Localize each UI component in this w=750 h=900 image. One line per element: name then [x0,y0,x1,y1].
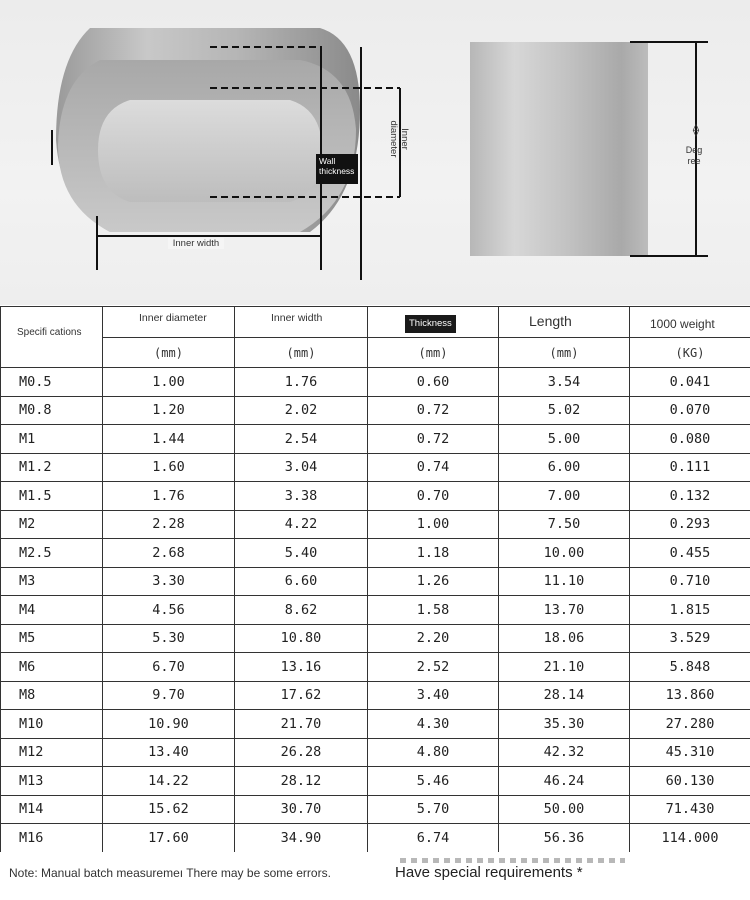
value-cell: 8.62 [235,596,368,625]
value-cell: 2.54 [235,425,368,454]
column-header-label: 1000 weight [650,317,715,331]
value-cell: 13.70 [499,596,630,625]
value-cell: 17.62 [235,681,368,710]
value-cell: 4.22 [235,510,368,539]
value-cell: 0.041 [630,368,750,397]
value-cell: 3.40 [368,681,499,710]
value-cell: 2.02 [235,396,368,425]
value-cell: 7.50 [499,510,630,539]
value-cell: 0.455 [630,539,750,568]
value-cell: 4.56 [103,596,235,625]
value-cell: 0.293 [630,510,750,539]
table-row [1,824,750,853]
table-header-row [1,307,750,368]
faded-text-artifact [400,858,625,863]
value-cell: 1.20 [103,396,235,425]
value-cell: 1.00 [368,510,499,539]
value-cell: 1.00 [103,368,235,397]
value-cell: 0.710 [630,567,750,596]
table-row [1,396,750,425]
table-row [1,482,750,511]
column-unit: (mm) [154,345,183,360]
spec-cell: M5 [1,624,103,653]
spec-cell: M10 [1,710,103,739]
table-row [1,681,750,710]
value-cell: 15.62 [103,795,235,824]
value-cell: 13.40 [103,738,235,767]
value-cell: 56.36 [499,824,630,853]
value-cell: 13.860 [630,681,750,710]
value-cell: 0.72 [368,396,499,425]
spec-cell: M2.5 [1,539,103,568]
value-cell: 2.20 [368,624,499,653]
value-cell: 0.111 [630,453,750,482]
value-cell: 17.60 [103,824,235,853]
weight-column-header [630,307,750,368]
value-cell: 28.12 [235,767,368,796]
value-cell: 46.24 [499,767,630,796]
value-cell: 1.815 [630,596,750,625]
value-cell: 7.00 [499,482,630,511]
value-cell: 1.58 [368,596,499,625]
value-cell: 3.30 [103,567,235,596]
spec-cell: M16 [1,824,103,853]
table-row [1,767,750,796]
value-cell: 0.132 [630,482,750,511]
wall-thickness-label: Wall thickness [316,154,358,184]
value-cell: 6.60 [235,567,368,596]
spec-cell: M1.5 [1,482,103,511]
value-cell: 2.52 [368,653,499,682]
table-row [1,539,750,568]
column-header-label: Thickness [405,315,456,333]
value-cell: 3.529 [630,624,750,653]
spec-cell: M1 [1,425,103,454]
value-cell: 5.02 [499,396,630,425]
value-cell: 114.000 [630,824,750,853]
special-requirements-text: Have special requirements * [395,864,583,881]
value-cell: 50.00 [499,795,630,824]
value-cell: 10.80 [235,624,368,653]
value-cell: 4.30 [368,710,499,739]
table-row [1,596,750,625]
degree-label: Deg ree [685,145,703,166]
spec-cell: M0.5 [1,368,103,397]
spec-cell: M8 [1,681,103,710]
value-cell: 21.10 [499,653,630,682]
table-row [1,510,750,539]
value-cell: 0.74 [368,453,499,482]
spec-cell: M1.2 [1,453,103,482]
value-cell: 1.18 [368,539,499,568]
spec-cell: M6 [1,653,103,682]
thickness-column-header [368,307,499,368]
inner-width-column-header [235,307,368,368]
value-cell: 45.310 [630,738,750,767]
value-cell: 5.70 [368,795,499,824]
value-cell: 1.60 [103,453,235,482]
value-cell: 10.00 [499,539,630,568]
value-cell: 3.38 [235,482,368,511]
spec-cell: M2 [1,510,103,539]
sleeve-illustration [0,0,750,305]
value-cell: 5.00 [499,425,630,454]
value-cell: 3.04 [235,453,368,482]
value-cell: 5.46 [368,767,499,796]
right-sleeve-body [470,42,648,256]
value-cell: 34.90 [235,824,368,853]
inner-diameter-label: Inner diameter [388,120,410,158]
value-cell: 26.28 [235,738,368,767]
value-cell: 9.70 [103,681,235,710]
table-row [1,368,750,397]
value-cell: 1.26 [368,567,499,596]
column-unit: (mm) [549,345,579,360]
measurement-note: Note: Manual batch measuremeı There may be some errors. [9,866,331,880]
value-cell: 2.28 [103,510,235,539]
value-cell: 71.430 [630,795,750,824]
length-column-header [499,307,630,368]
spec-cell: M14 [1,795,103,824]
column-unit: (KG) [675,345,705,360]
value-cell: 0.60 [368,368,499,397]
value-cell: 28.14 [499,681,630,710]
value-cell: 27.280 [630,710,750,739]
product-photo [0,0,750,305]
value-cell: 30.70 [235,795,368,824]
value-cell: 13.16 [235,653,368,682]
value-cell: 35.30 [499,710,630,739]
footer [0,852,750,900]
value-cell: 1.76 [235,368,368,397]
value-cell: 4.80 [368,738,499,767]
table-row [1,738,750,767]
table-row [1,795,750,824]
inner-width-label: Inner width [168,238,224,249]
value-cell: 6.74 [368,824,499,853]
spec-header-label: Specifi cations [17,327,82,338]
value-cell: 21.70 [235,710,368,739]
specification-table [0,306,750,853]
table-row [1,567,750,596]
column-unit: (mm) [418,345,448,360]
table-row [1,453,750,482]
value-cell: 1.76 [103,482,235,511]
spec-column-header [1,307,103,368]
spec-cell: M13 [1,767,103,796]
value-cell: 6.00 [499,453,630,482]
value-cell: 42.32 [499,738,630,767]
column-header-label: Inner width [271,312,323,324]
spec-cell: M0.8 [1,396,103,425]
inner-diameter-column-header [103,307,235,368]
table-body [1,368,750,853]
column-header-label: Inner diameter [139,312,207,324]
column-header-label: Length [529,313,572,329]
value-cell: 5.40 [235,539,368,568]
value-cell: 0.070 [630,396,750,425]
column-unit: (mm) [286,345,316,360]
value-cell: 5.30 [103,624,235,653]
value-cell: 1.44 [103,425,235,454]
value-cell: 0.70 [368,482,499,511]
value-cell: 14.22 [103,767,235,796]
value-cell: 11.10 [499,567,630,596]
spec-cell: M3 [1,567,103,596]
value-cell: 5.848 [630,653,750,682]
value-cell: 10.90 [103,710,235,739]
table-row [1,624,750,653]
left-sleeve-hole [98,100,322,202]
table-row [1,425,750,454]
table-row [1,710,750,739]
value-cell: 0.72 [368,425,499,454]
value-cell: 3.54 [499,368,630,397]
value-cell: 2.68 [103,539,235,568]
spec-cell: M12 [1,738,103,767]
table-row [1,653,750,682]
spec-cell: M4 [1,596,103,625]
degree-arrow-icon: ⟠ [692,122,700,137]
value-cell: 6.70 [103,653,235,682]
value-cell: 18.06 [499,624,630,653]
value-cell: 60.130 [630,767,750,796]
value-cell: 0.080 [630,425,750,454]
